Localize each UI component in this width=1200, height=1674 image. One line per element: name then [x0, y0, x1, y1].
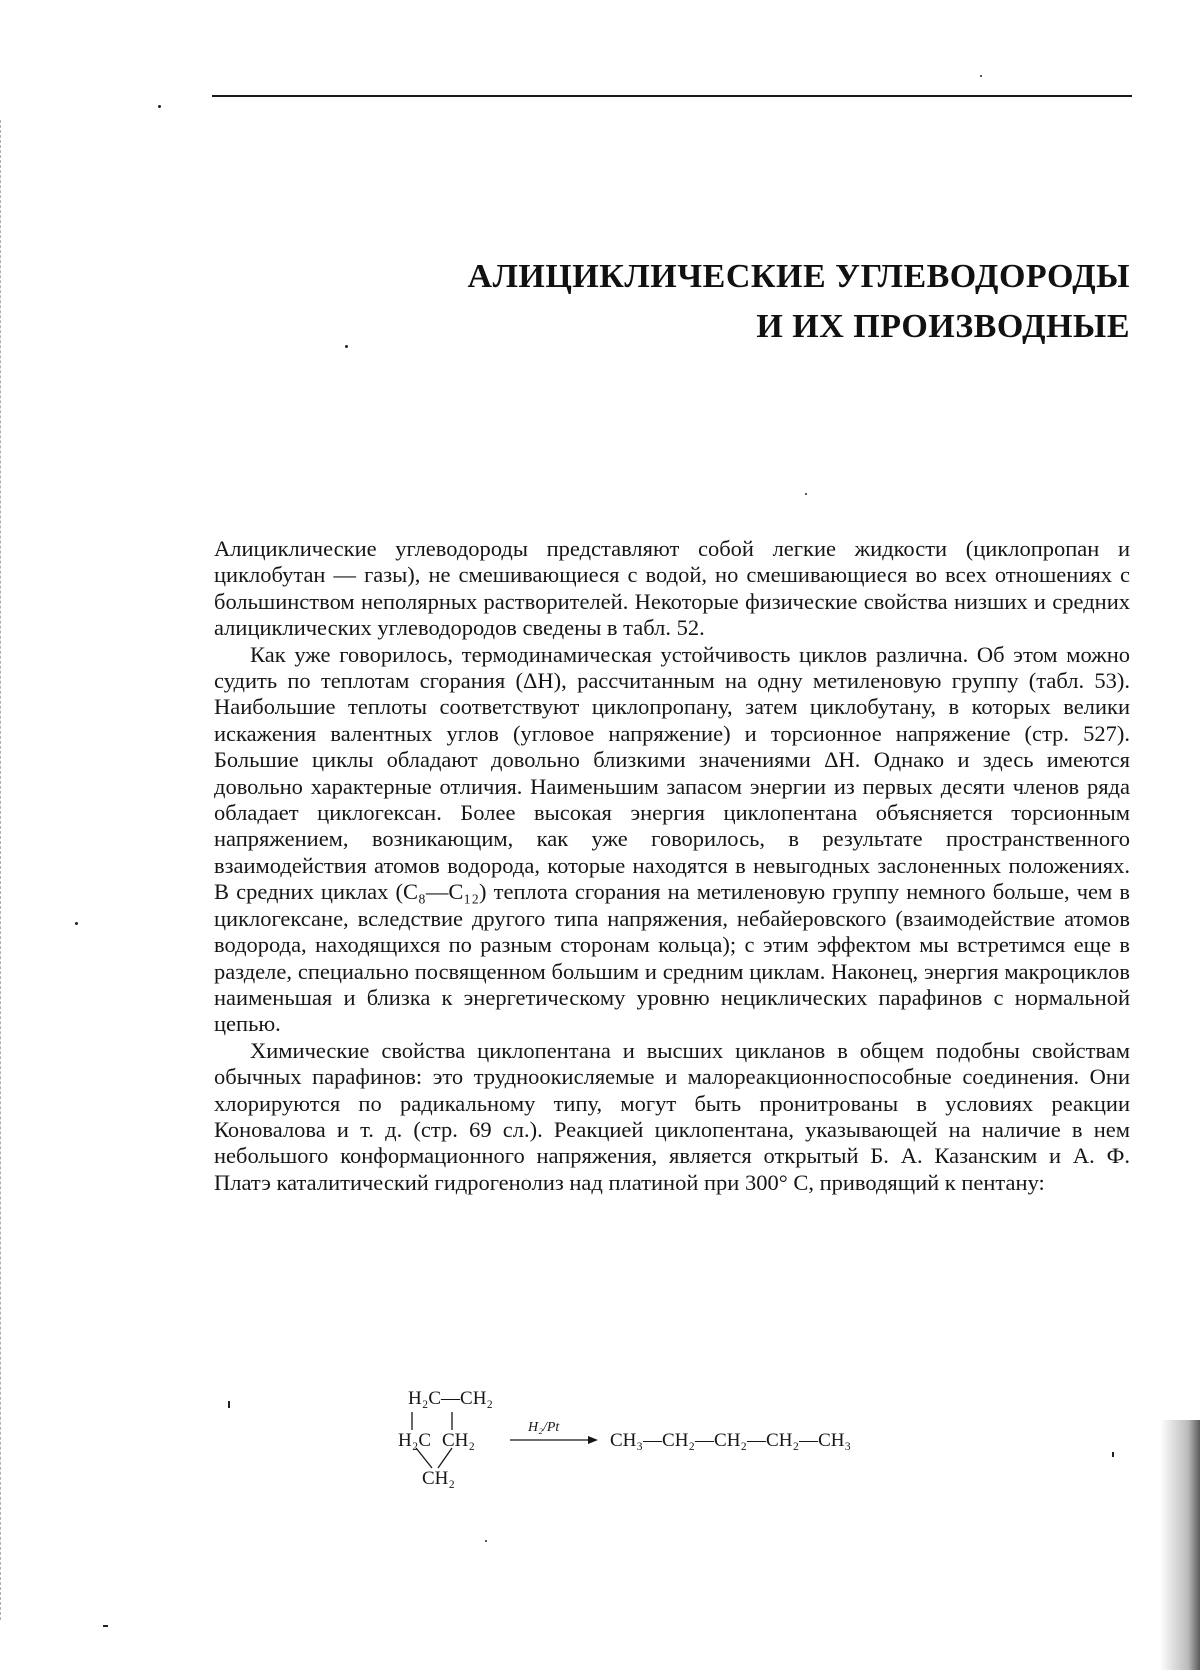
- chapter-title-line-2: И ИХ ПРОИЗВОДНЫЕ: [756, 308, 1130, 345]
- cyclopentane-top: H₂C—CH₂: [408, 1388, 494, 1409]
- scan-speck: [980, 75, 982, 77]
- paragraph-3: Химические свойства циклопентана и высших цикланов в общем подобны свойствам обычных парафинов: это трудноокисляемые и малореакционноспособные соединения. Они хлорируются по радикальному типу, могут быть пронитрованы в условиях реакции Коновалова и т. д. (стр. 69 сл.). Реакцией циклопентана, указывающей на наличие в нем небольшого конформационного напряжения, является открытый Б. А. Казанским и А. Ф. Платэ каталитический гидрогенолиз над платиной при 300° С, приводящий к пентану:: [214, 1037, 1130, 1195]
- scan-speck: [1112, 1452, 1114, 1457]
- arrow-label: H₂/Pt: [528, 1420, 560, 1435]
- scan-speck: [805, 493, 807, 495]
- page-right-edge-shadow: [1160, 1420, 1200, 1670]
- reaction-product: CH₃—CH₂—CH₂—CH₂—CH₃: [610, 1430, 852, 1451]
- body-text: [214, 536, 1130, 1196]
- chapter-title-line-1: АЛИЦИКЛИЧЕСКИЕ УГЛЕВОДОРОДЫ: [467, 258, 1130, 295]
- cyclopentane-left: H₂C: [398, 1430, 432, 1451]
- scan-speck: [158, 105, 161, 108]
- reaction-scheme: [400, 1388, 1000, 1508]
- scan-speck: [75, 922, 78, 925]
- page-left-edge: [0, 120, 5, 1620]
- chapter-title: [468, 252, 1130, 352]
- cyclopentane-right: CH₂: [442, 1430, 476, 1451]
- paragraph-1: Алициклические углеводороды представляют собой легкие жидкости (циклопропан и циклобутан — газы), не смешивающиеся с водой, но смешивающиеся во всех отношениях с большинством неполярных растворителей. Некоторые физические свойства низших и средних алициклических углеводородов сведены в табл. 52.: [214, 536, 1130, 641]
- header-rule: [212, 95, 1132, 97]
- scan-speck: [103, 1625, 108, 1627]
- scan-speck: [485, 1540, 487, 1542]
- paragraph-2: Как уже говорилось, термодинамическая устойчивость циклов различна. Об этом можно судить по теплотам сгорания (ΔH), рассчитанным на одну метиленовую группу (табл. 53). Наибольшие теплоты соответствуют циклопропану, затем циклобутану, в которых велики искажения валентных углов (угловое напряжение) и торсионное напряжение (стр. 527). Большие циклы обладают довольно близкими значениями ΔH. Однако и здесь имеются довольно характерные отличия. Наименьшим запасом энергии из первых десяти членов ряда обладает циклогексан. Более высокая энергия циклопентана объясняется торсионным напряжением, возникающим, как уже говорилось, в результате пространственного взаимодействия атомов водорода, которые находятся в невыгодных заслоненных положениях. В средних циклах (C₈—C₁₂) теплота сгорания на метиленовую группу немного больше, чем в циклогексане, вследствие другого типа напряжения, небайеровского (взаимодействие атомов водорода, находящихся по разным сторонам кольца); с этим эффектом мы встретимся еще в разделе, специально посвященном большим и средним циклам. Наконец, энергия макроциклов наименьшая и близка к энергетическому уровню нециклических парафинов с нормальной цепью.: [214, 641, 1130, 1037]
- scan-speck: [345, 345, 348, 348]
- cyclopentane-bottom: CH₂: [422, 1468, 456, 1489]
- scan-speck: [228, 1401, 230, 1408]
